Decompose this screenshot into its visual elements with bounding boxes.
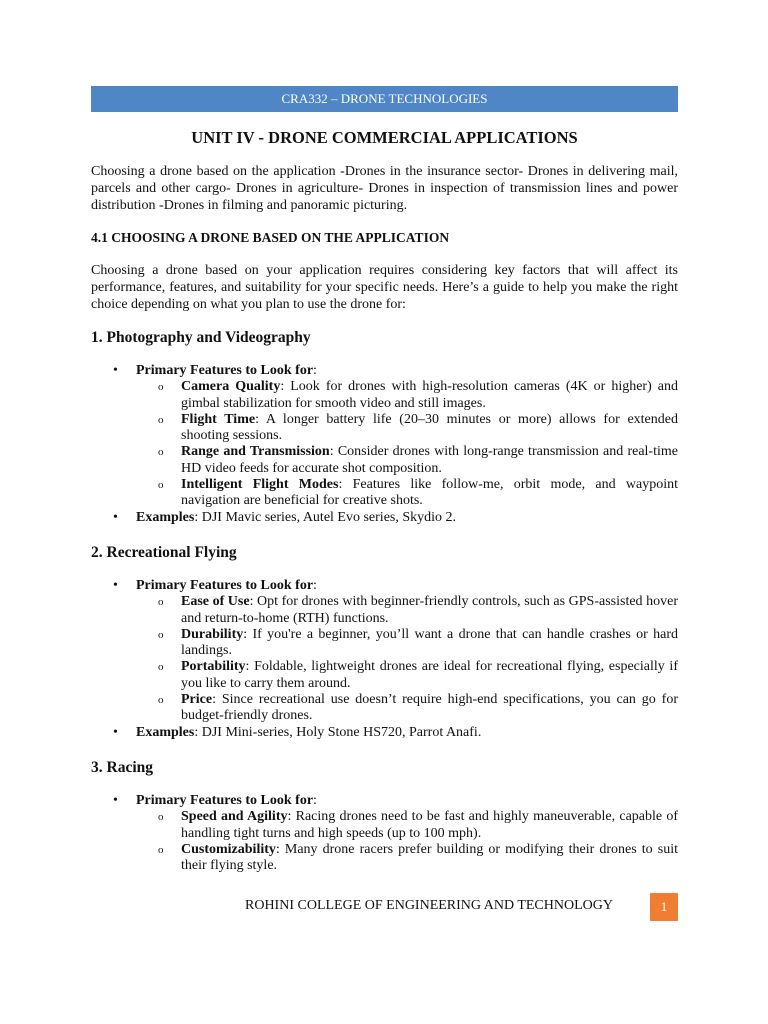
features-label: Primary Features to Look for	[136, 578, 314, 593]
list-item	[91, 379, 678, 412]
bullet-icon: •	[113, 509, 118, 525]
course-header-bar	[91, 86, 678, 112]
circle-bullet-icon: o	[158, 843, 164, 856]
list-item	[91, 842, 678, 875]
list-item	[91, 809, 678, 842]
item-text: : If you're a beginner, you’ll want a drone that can handle crashes or hard landings.	[181, 626, 678, 659]
item-text: : Racing drones need to be fast and highly maneuverable, capable of handling tight turns and high speeds (up to 100 mph).	[181, 809, 678, 841]
list-item	[91, 692, 678, 725]
circle-bullet-icon: o	[158, 628, 164, 641]
list-item	[91, 477, 678, 510]
course-title: CRA332 – DRONE TECHNOLOGIES	[281, 91, 488, 106]
list-item	[91, 659, 678, 692]
list-item: • Primary Features to Look for:	[113, 578, 317, 593]
circle-bullet-icon: o	[158, 446, 164, 459]
item-text: : Foldable, lightweight drones are ideal for recreational flying, especially if you like to carry them around.	[181, 659, 678, 691]
list-item	[91, 725, 678, 741]
item-text: : Consider drones with long-range transmission and real-time HD video feeds for accurate shot composition.	[181, 444, 678, 476]
item-term: Flight Time	[181, 411, 256, 427]
recreational-heading: 2. Recreational Flying	[91, 544, 237, 561]
item-term: Intelligent Flight Modes	[181, 477, 339, 493]
section-4-1-paragraph: Choosing a drone based on your application requires considering key factors that will affect its performance, features, and suitability for your specific needs. Here’s a guide to help you make the right choice depending on what you plan to use the drone for:	[91, 263, 678, 312]
list-item	[91, 412, 678, 445]
item-text: : Since recreational use doesn’t require high-end specifications, you can go for budget-friendly drones.	[181, 692, 678, 724]
circle-bullet-icon: o	[158, 479, 164, 492]
photography-heading: 1. Photography and Videography	[91, 329, 311, 346]
list-item	[91, 510, 678, 526]
item-term: Portability	[181, 659, 246, 675]
racing-list	[91, 793, 678, 874]
list-item	[91, 594, 678, 627]
item-text: : Look for drones with high-resolution cameras (4K or higher) and gimbal stabilization for smooth video and still images.	[181, 379, 678, 411]
page-number-badge: 1	[650, 893, 678, 921]
item-text: : A longer battery life (20–30 minutes or more) allows for extended shooting sessions.	[181, 411, 678, 444]
examples-text: : DJI Mini-series, Holy Stone HS720, Parrot Anafi.	[194, 724, 482, 740]
item-term: Durability	[181, 626, 244, 642]
examples-label: Examples	[136, 509, 195, 525]
circle-bullet-icon: o	[158, 811, 164, 824]
item-term: Range and Transmission	[181, 444, 330, 460]
circle-bullet-icon: o	[158, 596, 164, 609]
recreational-list	[91, 578, 678, 741]
list-item: • Primary Features to Look for:	[113, 363, 317, 378]
bullet-icon: •	[113, 363, 118, 378]
item-term: Speed and Agility	[181, 809, 288, 825]
list-item	[91, 444, 678, 477]
intro-paragraph: Choosing a drone based on the application -Drones in the insurance sector- Drones in delivering mail, parcels and other cargo- Drones in agriculture- Drones in inspection of transmission lines and power distribution -Drones in filming and panoramic picturing.	[91, 164, 678, 213]
item-term: Camera Quality	[181, 379, 281, 395]
list-item: • Primary Features to Look for:	[113, 793, 317, 808]
circle-bullet-icon: o	[158, 413, 164, 426]
item-text: : Features like follow-me, orbit mode, and waypoint navigation are beneficial for creative shots.	[181, 477, 678, 509]
features-label: Primary Features to Look for	[136, 363, 314, 378]
item-term: Customizability	[181, 841, 276, 857]
list-item	[91, 627, 678, 660]
item-term: Price	[181, 692, 213, 708]
circle-bullet-icon: o	[158, 381, 164, 394]
section-4-1-heading: 4.1 CHOOSING A DRONE BASED ON THE APPLICATION	[91, 230, 450, 245]
bullet-icon: •	[113, 793, 118, 808]
examples-label: Examples	[136, 724, 195, 740]
footer-college-name: ROHINI COLLEGE OF ENGINEERING AND TECHNOLOGY	[245, 898, 613, 913]
bullet-icon: •	[113, 578, 118, 593]
circle-bullet-icon: o	[158, 694, 164, 707]
racing-heading: 3. Racing	[91, 759, 153, 776]
circle-bullet-icon: o	[158, 661, 164, 674]
photography-list	[91, 363, 678, 526]
item-term: Ease of Use	[181, 594, 250, 610]
examples-text: : DJI Mavic series, Autel Evo series, Skydio 2.	[194, 509, 457, 525]
bullet-icon: •	[113, 724, 118, 740]
item-text: : Opt for drones with beginner-friendly controls, such as GPS-assisted hover and return-to-home (RTH) functions.	[181, 594, 678, 626]
unit-title: UNIT IV - DRONE COMMERCIAL APPLICATIONS	[191, 128, 578, 147]
item-text: : Many drone racers prefer building or modifying their drones to suit their flying style.	[181, 841, 678, 874]
features-label: Primary Features to Look for	[136, 793, 314, 808]
